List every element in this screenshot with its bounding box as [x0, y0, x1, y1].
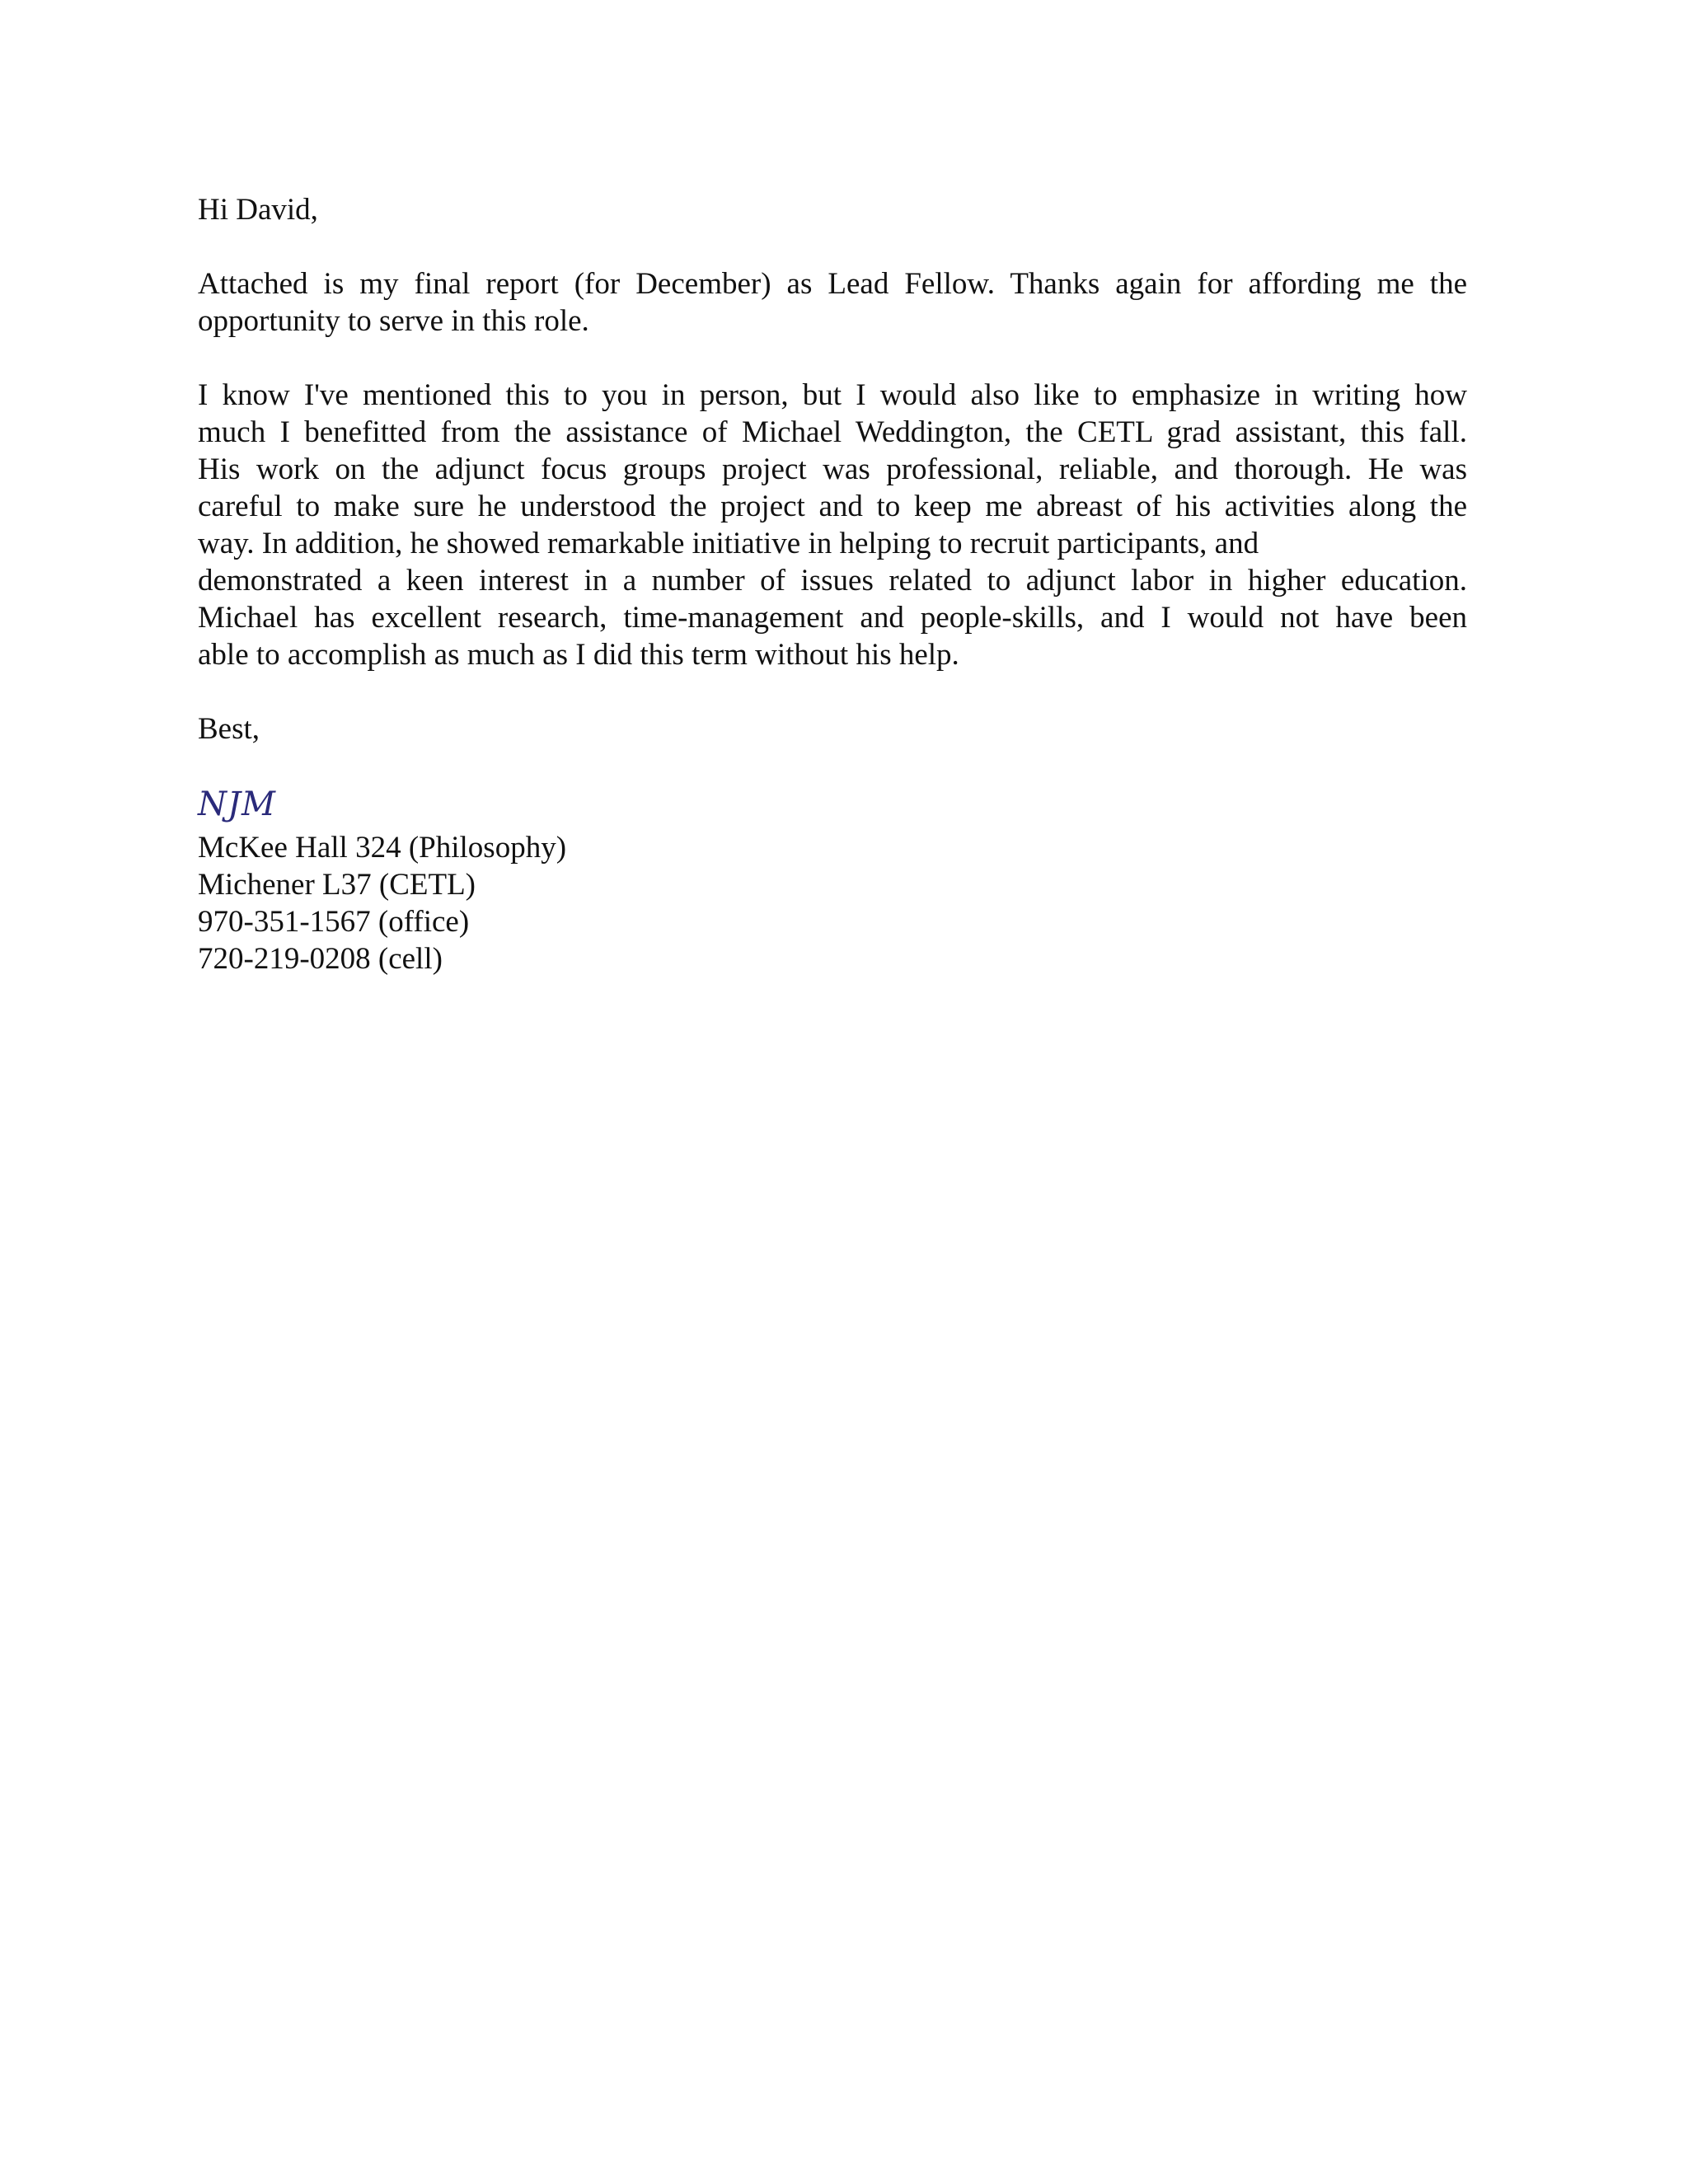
- contact-office-cetl: Michener L37 (CETL): [198, 868, 476, 902]
- paragraph-line: opportunity to serve in this role.: [198, 304, 589, 338]
- letter-body: [198, 191, 1467, 977]
- paragraph-line: much I benefitted from the assistance of Michael Weddington, the CETL grad assistant, this fall.: [198, 415, 1467, 449]
- paragraph-line: His work on the adjunct focus groups project was professional, reliable, and thorough. He was: [198, 452, 1467, 486]
- closing: Best,: [198, 712, 260, 746]
- contact-phone-office: 970-351-1567 (office): [198, 905, 470, 939]
- paragraph-line: Michael has excellent research, time-management and people-skills, and I would not have been: [198, 601, 1467, 635]
- signature: NJM: [198, 785, 276, 823]
- paragraph-line: way. In addition, he showed remarkable initiative in helping to recruit participants, and: [198, 527, 1259, 560]
- contact-phone-cell: 720-219-0208 (cell): [198, 942, 443, 976]
- paragraph-line: demonstrated a keen interest in a number of issues related to adjunct labor in higher education.: [198, 564, 1467, 598]
- paragraph-line: careful to make sure he understood the project and to keep me abreast of his activities along the: [198, 490, 1467, 523]
- greeting: Hi David,: [198, 193, 318, 227]
- contact-office-philosophy: McKee Hall 324 (Philosophy): [198, 831, 567, 865]
- contact-block: [198, 829, 1467, 977]
- paragraph-line: able to accomplish as much as I did this term without his help.: [198, 638, 959, 672]
- paragraph-line: I know I've mentioned this to you in person, but I would also like to emphasize in writing how: [198, 378, 1467, 412]
- paragraph-line: Attached is my final report (for December) as Lead Fellow. Thanks again for affording me the: [198, 267, 1467, 301]
- paragraph-final-report: [198, 265, 1467, 340]
- paragraph-assistant-praise: [198, 377, 1467, 673]
